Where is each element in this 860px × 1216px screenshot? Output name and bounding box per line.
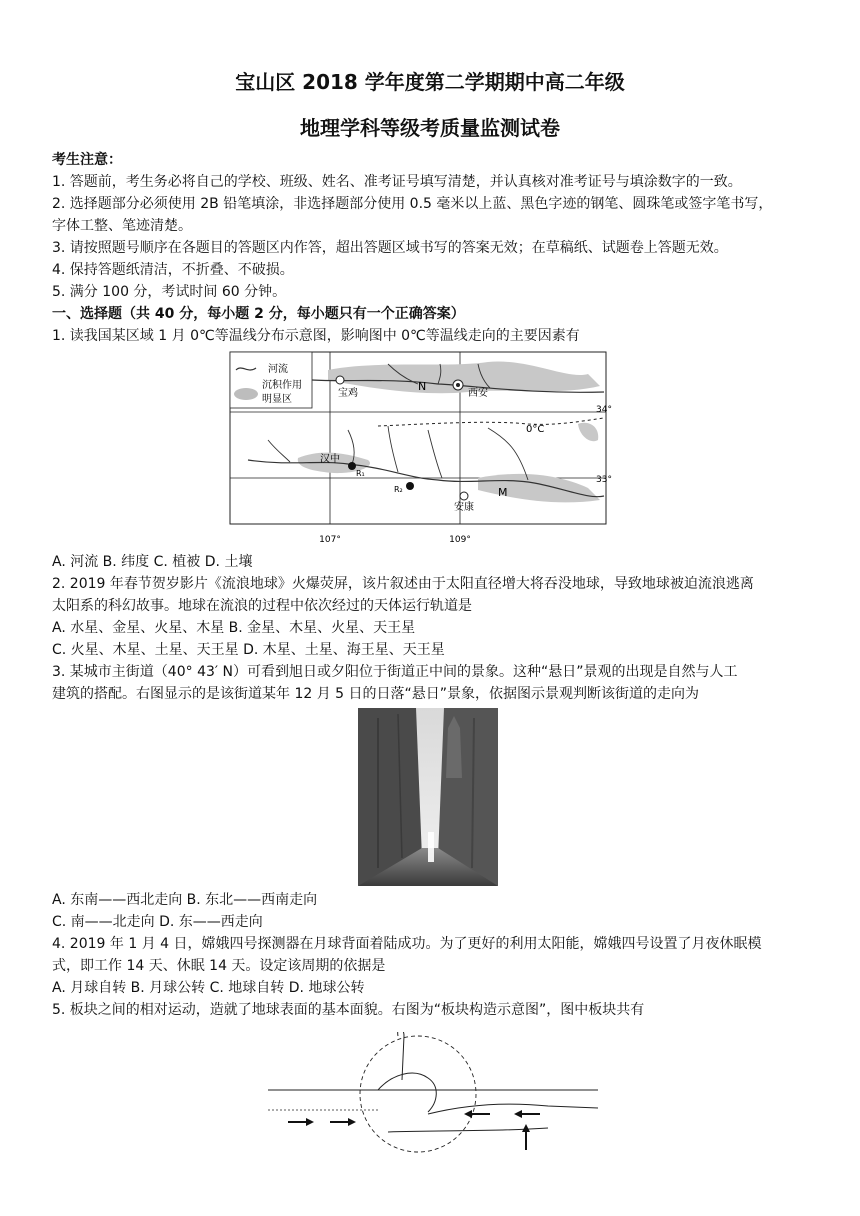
point-r2-marker (406, 482, 414, 490)
city-ankang-label: 安康 (454, 502, 474, 513)
q4-stem-line2: 式，即工作 14 天、休眠 14 天。设定该周期的依据是 (52, 958, 386, 974)
lat-34-label: 34° (596, 405, 612, 415)
q3-stem-line2: 建筑的搭配。右图显示的是该街道某年 12 月 5 日的日落“悬日”景象，依据图示景观判断该街道的走向为 (52, 686, 700, 702)
tributary-5 (388, 426, 398, 472)
notice-item-2: 2. 选择题部分必须使用 2B 铅笔填涂，非选择题部分使用 0.5 毫米以上蓝、黑色字迹的钢笔、圆珠笔或签字笔书写， (52, 196, 773, 212)
globe-outline (360, 1036, 476, 1152)
small-shade-1 (578, 423, 598, 441)
section1-heading: 一、选择题（共 40 分，每小题 2 分，每小题只有一个正确答案） (52, 306, 465, 322)
legend-plain-label-2: 明显区 (262, 394, 292, 405)
q5-plate-tectonics-diagram (268, 1032, 598, 1182)
point-r2-label: R₂ (394, 485, 403, 494)
q5-stem: 5. 板块之间的相对运动，造就了地球表面的基本面貌。右图为“板块构造示意图”，图中板块共有 (52, 1002, 645, 1018)
mountain-profile (378, 1073, 436, 1112)
label-m: M (498, 486, 508, 499)
legend-plain-symbol (234, 388, 258, 400)
lat-33-label: 33° (596, 475, 612, 485)
legend-river-label: 河流 (268, 364, 288, 375)
q3-street-sunset-photo (358, 708, 498, 886)
tributary-6 (428, 430, 442, 478)
exam-title-line2: 地理学科等级考质量监测试卷 (300, 116, 560, 140)
q2-stem-line1: 2. 2019 年春节贺岁影片《流浪地球》火爆荧屏，该片叙述由于太阳直径增大将吞没地球，导致地球被迫流浪逃离 (52, 576, 754, 592)
exam-title-line1: 宝山区 2018 学年度第二学期期中高二年级 (235, 70, 625, 94)
lon-107-label: 107° (319, 535, 341, 545)
point-r1-label: R₁ (356, 469, 365, 478)
city-baoji-label: 宝鸡 (338, 388, 358, 399)
city-hanzhong-label: 汉中 (320, 454, 340, 465)
setting-sun-glow (428, 832, 434, 862)
q1-stem: 1. 读我国某区域 1 月 0℃等温线分布示意图，影响图中 0℃等温线走向的主要因素有 (52, 328, 580, 344)
notice-item-1: 1. 答题前，考生务必将自己的学校、班级、姓名、准考证号填写清楚，并认真核对准考证号与填涂数字的一致。 (52, 174, 742, 190)
notice-item-5: 5. 满分 100 分，考试时间 60 分钟。 (52, 284, 287, 300)
label-n: N (418, 380, 427, 393)
notice-item-4: 4. 保持答题纸清洁，不折叠、不破损。 (52, 262, 294, 278)
city-xian-capital-dot (456, 383, 460, 387)
oceanic-plate (428, 1104, 598, 1114)
q3-stem-line1: 3. 某城市主街道（40° 43′ N）可看到旭日或夕阳位于街道正中间的景象。这种“悬日”景观的出现是自然与人工 (52, 664, 738, 680)
lon-109-label: 109° (449, 535, 471, 545)
q4-stem-line1: 4. 2019 年 1 月 4 日，嫦娥四号探测器在月球背面着陆成功。为了更好的利用太阳能，嫦娥四号设置了月夜休眠模 (52, 936, 762, 952)
q1-isotherm-map (228, 350, 618, 550)
isotherm-0c (378, 418, 604, 426)
notice-item-2-cont: 字体工整、笔迹清楚。 (52, 218, 192, 234)
city-ankang-marker (460, 492, 468, 500)
q2-options-line2: C. 火星、木星、土星、天王星 D. 木星、土星、海王星、天王星 (52, 642, 445, 658)
isotherm-label: 0°C (526, 424, 545, 435)
q2-options-line1: A. 水星、金星、火星、木星 B. 金星、木星、火星、天王星 (52, 620, 416, 636)
tributary-7 (488, 428, 528, 480)
tributary-8 (268, 440, 290, 462)
city-baoji-marker (336, 376, 344, 384)
q4-options: A. 月球自转 B. 月球公转 C. 地球自转 D. 地球公转 (52, 980, 365, 996)
q2-stem-line2: 太阳系的科幻故事。地球在流浪的过程中依次经过的天体运行轨道是 (52, 598, 472, 614)
notice-heading: 考生注意： (52, 152, 122, 168)
notice-item-3: 3. 请按照题号顺序在各题目的答题区内作答，超出答题区域书写的答案无效；在草稿纸、试题卷上答题无效。 (52, 240, 728, 256)
q1-options: A. 河流 B. 纬度 C. 植被 D. 土壤 (52, 554, 253, 570)
point-r1-marker (348, 462, 356, 470)
q3-options-line1: A. 东南——西北走向 B. 东北——西南走向 (52, 892, 318, 908)
city-xian-label: 西安 (468, 388, 488, 399)
q3-options-line2: C. 南——北走向 D. 东——西走向 (52, 914, 263, 930)
legend-plain-label-1: 沉积作用 (262, 380, 302, 391)
weihe-plain-shade (328, 362, 600, 394)
